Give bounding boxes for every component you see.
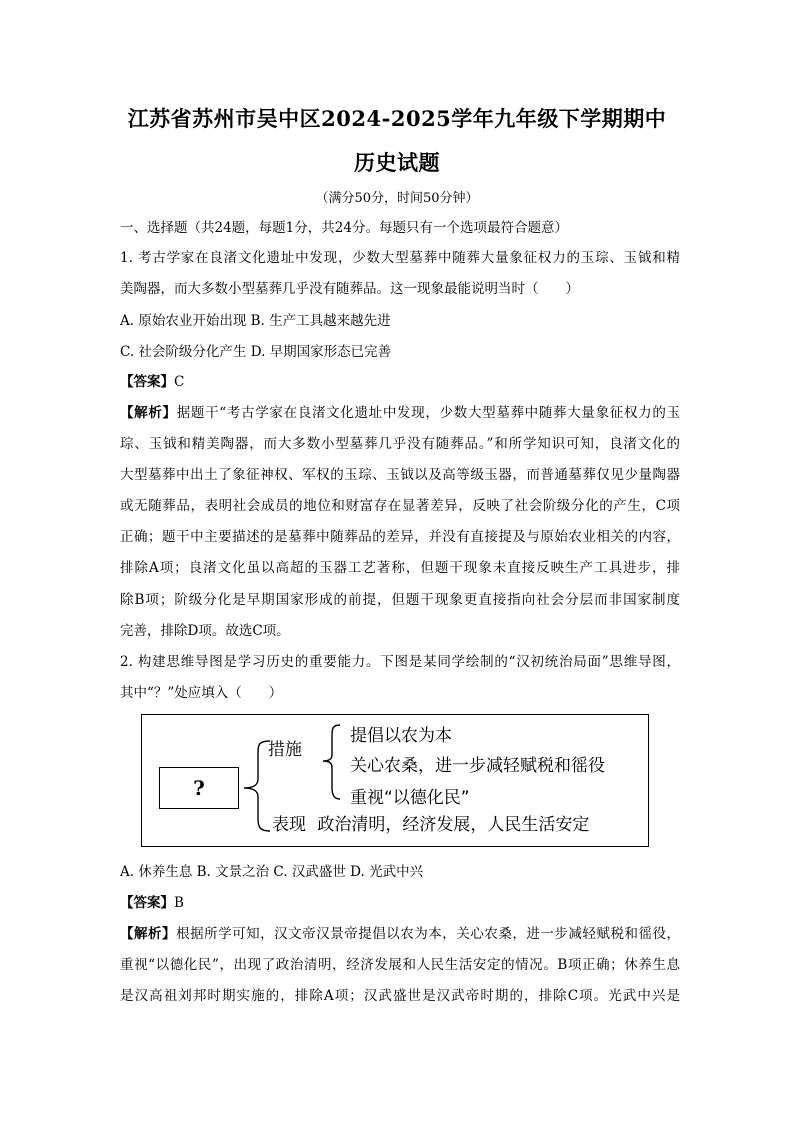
q1-answer-value: C xyxy=(174,374,185,390)
q1-analysis-line-2: 琮、玉钺和精美陶器，而大多数小型墓葬几乎没有随葬品。”和所学知识可知，良渚文化的 xyxy=(120,436,680,452)
q1-analysis-label: 【解析】 xyxy=(120,405,177,421)
q2-answer-label: 【答案】 xyxy=(120,895,174,911)
q2-analysis-line-2: 重视“以德化民”，出现了政治清明，经济发展和人民生活安定的情况。B项正确；休养生息 xyxy=(120,957,680,973)
measures-label: 措施 xyxy=(268,740,302,760)
measures-brace-icon xyxy=(320,721,344,803)
exam-duration-note: （满分50分，时间50分钟） xyxy=(315,191,479,206)
q1-analysis-line-8: 完善，排除D项。故选C项。 xyxy=(120,623,290,639)
q1-analysis-line-3: 大型墓葬中出土了象征神权、军权的玉琮、玉钺以及高等级玉器，而普通墓葬仅见少量陶器 xyxy=(120,467,680,483)
performance-row xyxy=(272,810,589,835)
q2-analysis-label: 【解析】 xyxy=(120,926,177,942)
q1-options-line-1: A. 原始农业开始出现 B. 生产工具越来越先进 xyxy=(120,313,391,329)
exam-title: 江苏省苏州市吴中区2024-2025学年九年级下学期期中 xyxy=(127,106,667,131)
q1-stem-line-1: 1. 考古学家在良渚文化遗址中发现，少数大型墓葬中随葬大量象征权力的玉琮、玉钺和精 xyxy=(120,250,680,266)
performance-label: 表现 xyxy=(272,815,306,835)
performance-text: 政治清明，经济发展，人民生活安定 xyxy=(317,815,590,835)
q1-stem-line-2: 美陶器，而大多数小型墓葬几乎没有随葬品。这一现象最能说明当时（ ） xyxy=(120,281,579,297)
measure-item-1: 提倡以农为本 xyxy=(350,726,452,746)
q2-analysis-line-1: 【解析】根据所学可知，汉文帝汉景帝提倡以农为本，关心农桑，进一步减轻赋税和徭役， xyxy=(120,926,681,942)
q2-answer xyxy=(120,893,680,913)
q1-analysis-line-4: 或无随葬品，表明社会成员的地位和财富存在显著差异，反映了社会阶级分化的产生，C项 xyxy=(120,498,680,514)
q1-analysis-line-6: 排除A项；良渚文化虽以高超的玉器工艺著称，但题干现象未直接反映生产工具进步，排 xyxy=(120,560,680,576)
q2-stem-line-2: 其中“？”处应填入（ ） xyxy=(120,685,283,701)
q1-answer-label: 【答案】 xyxy=(120,374,174,390)
q2-stem-line-1: 2. 构建思维导图是学习历史的重要能力。下图是某同学绘制的“汉初统治局面”思维导图， xyxy=(120,654,680,670)
q2-analysis-line-3: 是汉高祖刘邦时期实施的，排除A项；汉武盛世是汉武帝时期的，排除C项。光武中兴是 xyxy=(120,988,680,1004)
mind-map-question-box: ? xyxy=(159,767,239,809)
q1-answer xyxy=(120,372,680,392)
measure-item-2: 关心农桑，进一步减轻赋税和徭役 xyxy=(350,756,605,776)
measure-item-3: 重视“以德化民” xyxy=(350,788,470,808)
q1-analysis-line-7: 除B项；阶级分化是早期国家形成的前提，但题干现象更直接指向社会分层而非国家制度 xyxy=(120,592,680,608)
exam-subject-title: 历史试题 xyxy=(354,150,440,175)
q2-options-line: A. 休养生息 B. 文景之治 C. 汉武盛世 D. 光武中兴 xyxy=(120,864,424,880)
q1-analysis-line-1: 【解析】据题干“考古学家在良渚文化遗址中发现，少数大型墓葬中随葬大量象征权力的玉 xyxy=(120,405,681,421)
q2-answer-value: B xyxy=(174,895,184,911)
mind-map-diagram xyxy=(141,714,649,847)
q1-analysis-line-5: 正确；题干中主要描述的是墓葬中随葬品的差异，并没有直接提及与原始农业相关的内容， xyxy=(120,529,680,545)
section-heading: 一、选择题（共24题，每题1分，共24分。每题只有一个选项最符合题意） xyxy=(120,220,568,236)
q1-options-line-2: C. 社会阶级分化产生 D. 早期国家形态已完善 xyxy=(120,344,392,360)
